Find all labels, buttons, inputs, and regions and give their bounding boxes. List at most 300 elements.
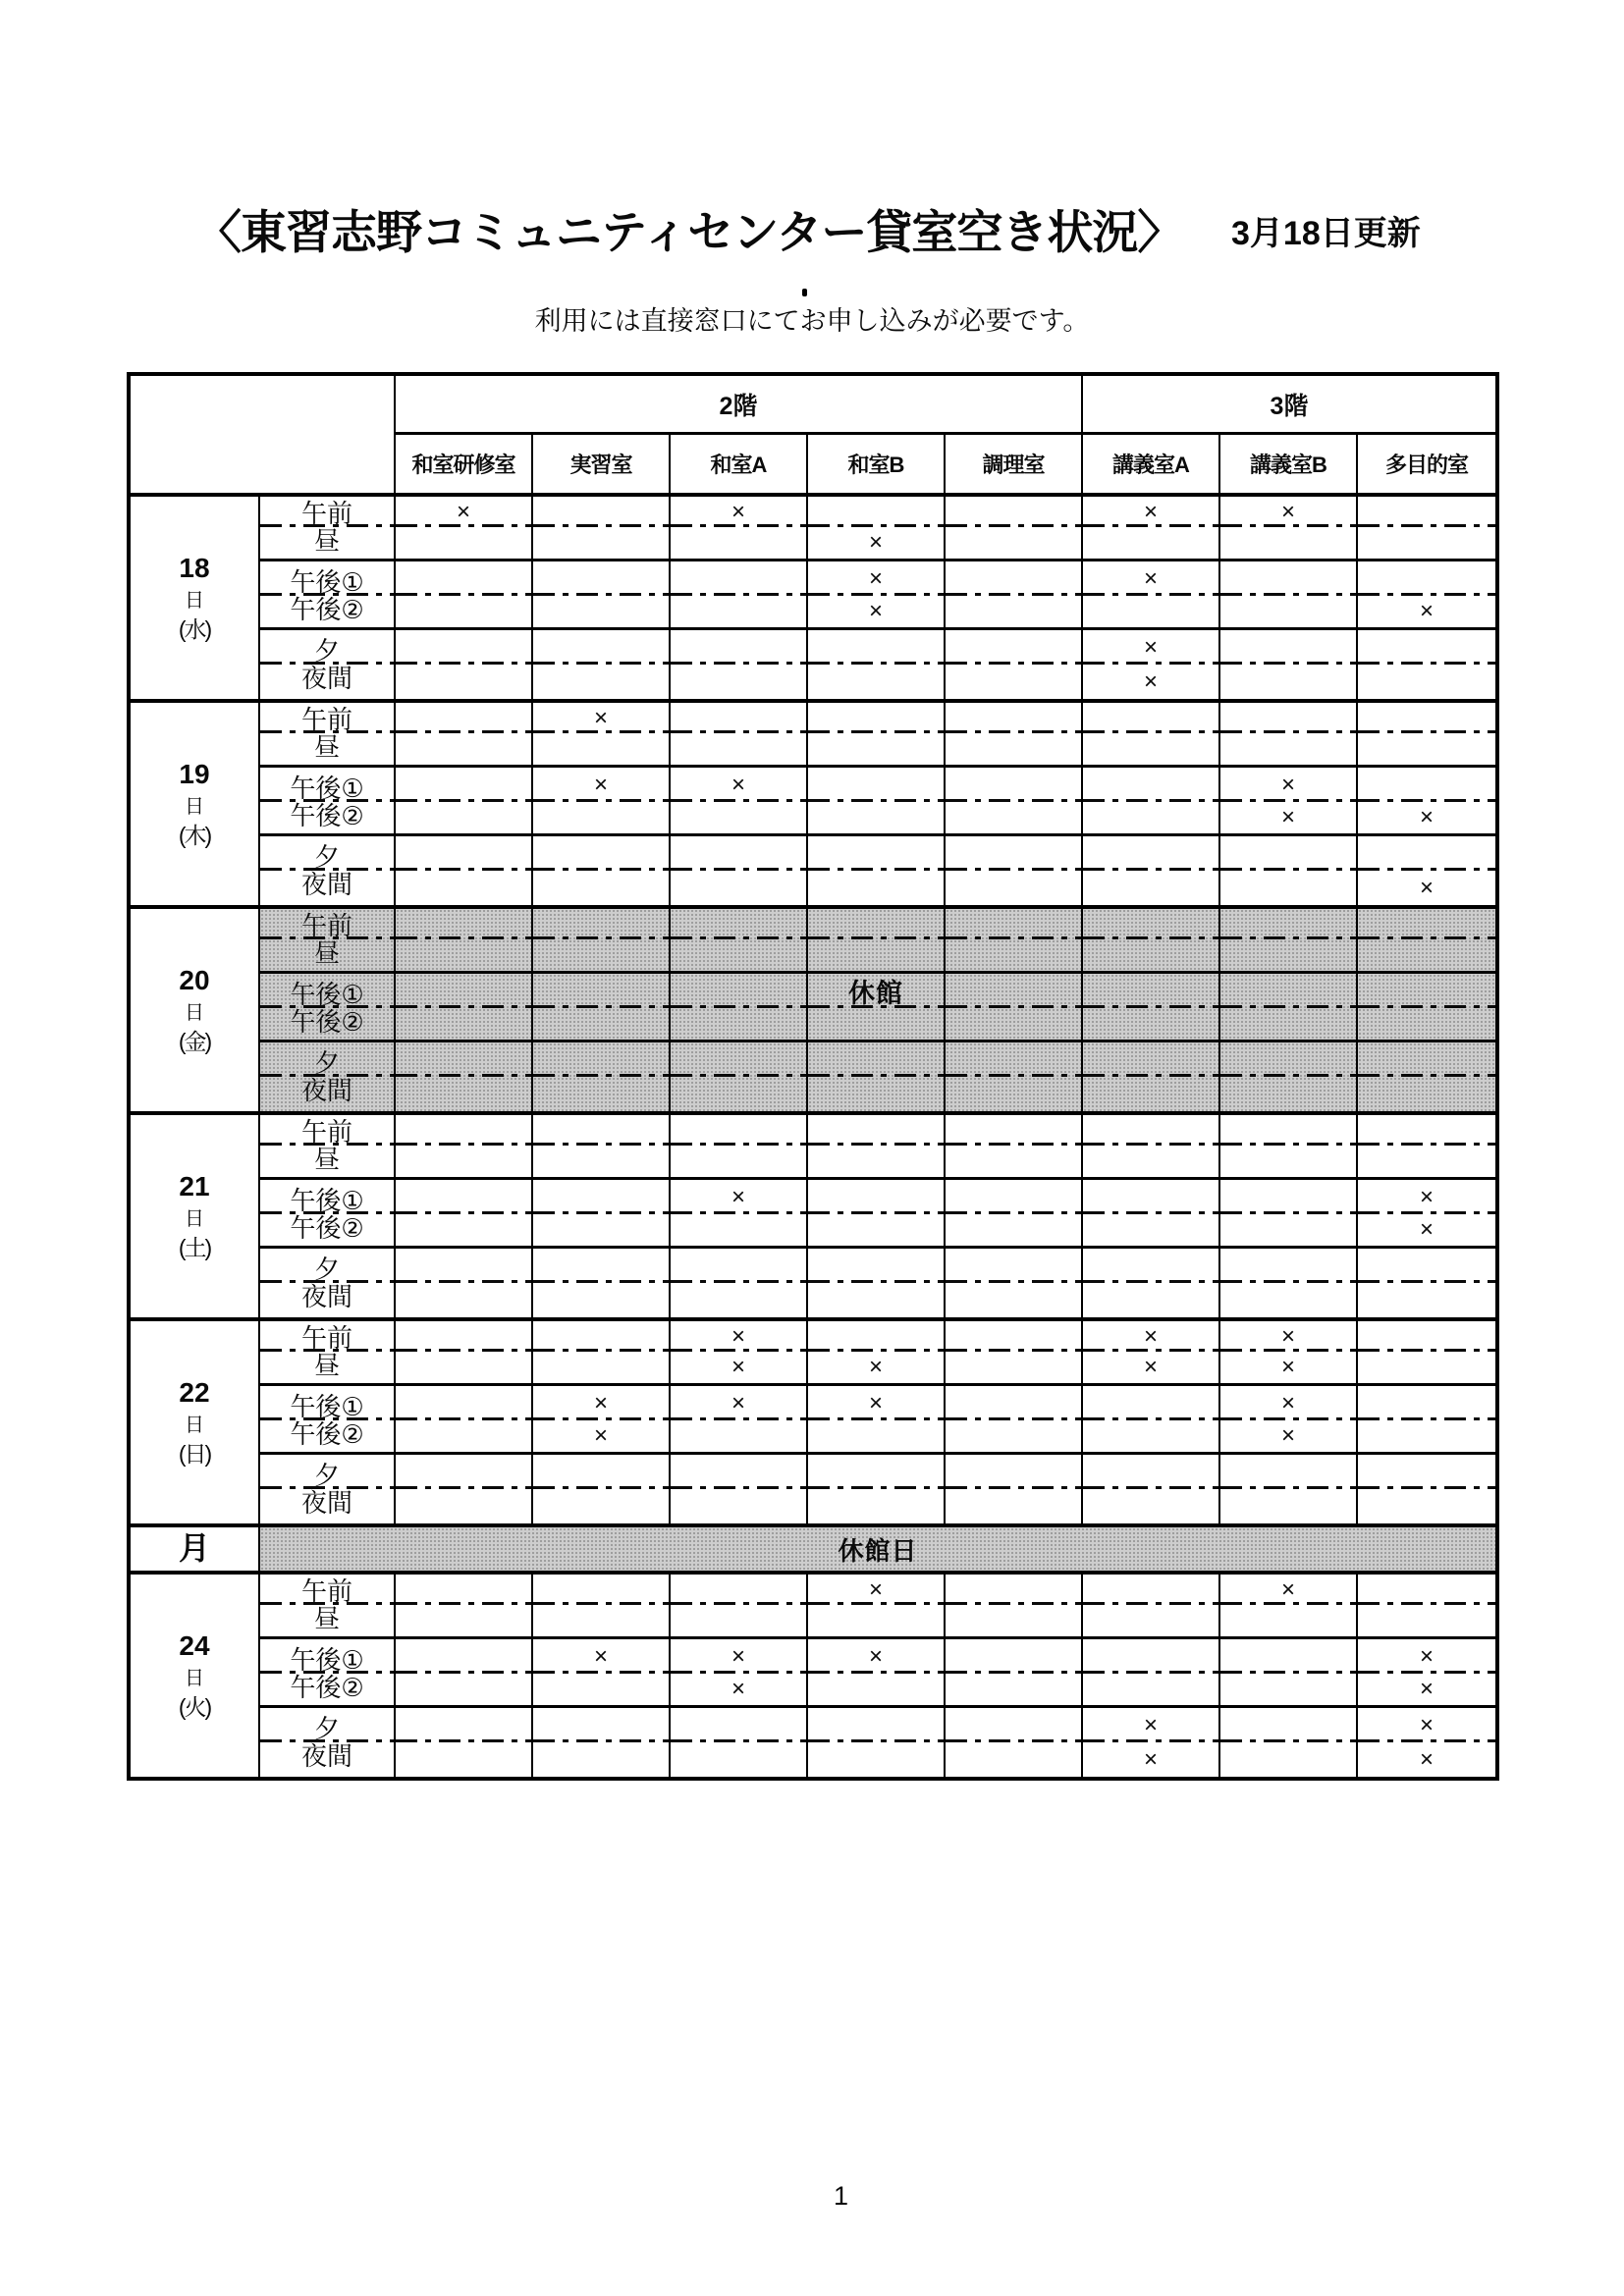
update-date: 3月18日更新 xyxy=(1231,215,1421,252)
availability-cell xyxy=(671,1146,808,1180)
closed-cell xyxy=(396,905,533,939)
availability-cell: × xyxy=(671,768,808,802)
availability-cell xyxy=(671,1489,808,1523)
availability-cell: × xyxy=(1419,1745,1434,1773)
closed-cell: 休館 xyxy=(808,974,946,1008)
closed-cell xyxy=(1358,905,1495,939)
availability-cell: × xyxy=(1220,1571,1358,1605)
availability-cell: × xyxy=(533,1639,671,1674)
availability-cell xyxy=(533,1146,671,1180)
availability-cell: × xyxy=(808,596,946,630)
availability-cell xyxy=(1083,1283,1220,1317)
date-number: 19 xyxy=(179,758,210,789)
availability-cell xyxy=(396,630,533,665)
availability-cell: × xyxy=(1358,1674,1495,1708)
time-slot-label: 午後① xyxy=(260,561,396,596)
availability-cell xyxy=(1220,1214,1358,1249)
availability-cell xyxy=(946,630,1083,665)
date-cell xyxy=(131,905,260,1111)
availability-cell xyxy=(533,1605,671,1639)
availability-cell xyxy=(946,596,1083,630)
time-slot-label: 昼 xyxy=(260,1352,396,1386)
date-number: 18 xyxy=(179,552,210,583)
availability-cell xyxy=(671,1605,808,1639)
availability-cell: × xyxy=(1419,874,1434,901)
availability-cell xyxy=(396,1283,533,1317)
closed-cell xyxy=(1358,974,1495,1008)
date-number: 21 xyxy=(179,1170,210,1201)
closed-cell xyxy=(1083,974,1220,1008)
time-slot-label: 午後① xyxy=(260,1639,396,1674)
availability-cell xyxy=(808,1674,946,1708)
availability-cell xyxy=(533,1317,671,1352)
availability-cell xyxy=(808,1455,946,1489)
time-slot-label: 夜間 xyxy=(260,1077,396,1111)
availability-cell: × xyxy=(1220,1386,1358,1420)
availability-cell xyxy=(671,630,808,665)
availability-cell xyxy=(946,1180,1083,1214)
availability-cell: × xyxy=(808,1571,946,1605)
availability-cell xyxy=(1220,733,1358,768)
availability-cell xyxy=(1358,561,1495,596)
availability-cell: × xyxy=(1358,1708,1495,1742)
availability-cell xyxy=(1083,699,1220,733)
closed-cell xyxy=(946,974,1083,1008)
availability-cell xyxy=(808,1708,946,1742)
availability-cell xyxy=(533,1249,671,1283)
closed-cell xyxy=(671,905,808,939)
date-unit: 日 xyxy=(185,590,204,613)
availability-cell xyxy=(946,1571,1083,1605)
availability-cell xyxy=(808,1146,946,1180)
availability-cell xyxy=(946,768,1083,802)
availability-cell xyxy=(671,596,808,630)
availability-cell xyxy=(396,596,533,630)
availability-cell xyxy=(1220,1489,1358,1523)
availability-cell xyxy=(946,1674,1083,1708)
closed-cell xyxy=(808,1077,946,1111)
availability-cell xyxy=(396,1386,533,1420)
availability-cell xyxy=(1220,630,1358,665)
time-slot-label: 午前 xyxy=(260,493,396,527)
room-header: 和室B xyxy=(808,435,946,493)
time-slot-label: 午前 xyxy=(260,699,396,733)
time-slot-label: 午後① xyxy=(260,974,396,1008)
date-unit: 日 xyxy=(185,1002,204,1025)
time-slot-label: 昼 xyxy=(260,1605,396,1639)
date-cell xyxy=(131,699,260,905)
availability-cell xyxy=(808,630,946,665)
availability-cell: × xyxy=(1358,1180,1495,1214)
room-header: 多目的室 xyxy=(1384,453,1468,477)
time-slot-label: 夕 xyxy=(260,1708,396,1742)
availability-cell: × xyxy=(808,1639,946,1674)
closed-cell xyxy=(808,905,946,939)
availability-cell: × xyxy=(1220,493,1358,527)
application-note: 利用には直接窓口にてお申し込みが必要です。 xyxy=(534,306,1090,336)
availability-cell xyxy=(808,1283,946,1317)
time-slot-label: 午後② xyxy=(260,596,396,630)
availability-cell xyxy=(946,1605,1083,1639)
date-cell-monday xyxy=(131,1523,260,1571)
availability-cell xyxy=(1358,1571,1495,1605)
time-slot-label: 午後② xyxy=(260,1008,396,1042)
availability-cell xyxy=(946,1420,1083,1455)
availability-cell xyxy=(533,1489,671,1523)
availability-cell: × xyxy=(808,561,946,596)
time-slot-label: 夕 xyxy=(260,1042,396,1077)
availability-cell xyxy=(1358,665,1495,699)
time-slot-label: 午後② xyxy=(260,1674,396,1708)
availability-cell xyxy=(1358,1489,1495,1523)
availability-cell xyxy=(533,1674,671,1708)
availability-cell xyxy=(1358,1386,1495,1420)
availability-cell xyxy=(946,699,1083,733)
availability-cell: × xyxy=(1358,1214,1495,1249)
availability-cell xyxy=(946,527,1083,561)
availability-cell xyxy=(671,733,808,768)
availability-cell xyxy=(671,836,808,871)
availability-cell: × xyxy=(671,1639,808,1674)
availability-cell: × xyxy=(808,1352,946,1386)
availability-cell xyxy=(396,1214,533,1249)
date-weekday: (土) xyxy=(178,1235,211,1261)
closed-cell xyxy=(1083,1008,1220,1042)
availability-cell xyxy=(396,1571,533,1605)
closed-cell xyxy=(1220,1042,1358,1077)
date-cell xyxy=(131,1111,260,1317)
availability-cell xyxy=(808,1317,946,1352)
availability-cell: × xyxy=(671,1180,808,1214)
availability-cell xyxy=(1358,1455,1495,1489)
availability-cell xyxy=(1358,1283,1495,1317)
closed-cell xyxy=(1083,905,1220,939)
availability-cell xyxy=(1083,1674,1220,1708)
availability-cell xyxy=(396,561,533,596)
availability-cell xyxy=(533,871,671,905)
availability-cell xyxy=(946,1455,1083,1489)
time-slot-label: 夜間 xyxy=(260,665,396,699)
availability-cell xyxy=(808,802,946,836)
time-slot-label: 夜間 xyxy=(260,1742,396,1777)
availability-cell: × xyxy=(1083,1352,1220,1386)
availability-cell xyxy=(1083,871,1220,905)
page-title: 〈東習志野コミュニティセンター貸室空き状況〉 xyxy=(195,206,1183,258)
availability-cell xyxy=(533,1742,671,1777)
date-weekday: (木) xyxy=(178,823,211,849)
closed-cell xyxy=(946,1008,1083,1042)
availability-cell xyxy=(533,561,671,596)
availability-cell xyxy=(808,1605,946,1639)
availability-cell xyxy=(396,1317,533,1352)
availability-cell xyxy=(396,1352,533,1386)
availability-cell xyxy=(946,1489,1083,1523)
availability-cell xyxy=(808,1111,946,1146)
availability-cell xyxy=(671,1420,808,1455)
availability-cell: × xyxy=(671,1317,808,1352)
date-weekday: (水) xyxy=(178,616,211,643)
date-cell xyxy=(131,1317,260,1523)
availability-cell xyxy=(396,1639,533,1674)
closed-cell xyxy=(396,1042,533,1077)
time-slot-label: 午後② xyxy=(260,1214,396,1249)
availability-cell xyxy=(946,1283,1083,1317)
availability-cell xyxy=(1358,493,1495,527)
availability-cell xyxy=(671,1571,808,1605)
availability-cell xyxy=(946,1214,1083,1249)
availability-cell xyxy=(808,1420,946,1455)
closed-cell xyxy=(946,1042,1083,1077)
availability-cell xyxy=(1220,1605,1358,1639)
availability-cell xyxy=(946,1111,1083,1146)
page-number: 1 xyxy=(834,2181,849,2211)
closed-cell xyxy=(533,974,671,1008)
closed-cell xyxy=(1220,974,1358,1008)
availability-cell xyxy=(1358,733,1495,768)
closed-cell xyxy=(396,939,533,974)
availability-cell: × xyxy=(1083,665,1220,699)
availability-cell xyxy=(396,1180,533,1214)
closed-cell xyxy=(808,1042,946,1077)
availability-cell: × xyxy=(533,768,671,802)
time-slot-label: 夜間 xyxy=(260,871,396,905)
date-weekday: (日) xyxy=(178,1441,211,1468)
availability-cell xyxy=(1083,1249,1220,1283)
availability-cell xyxy=(1358,1605,1495,1639)
availability-cell xyxy=(1083,1639,1220,1674)
room-header: 和室A xyxy=(671,435,808,493)
availability-cell xyxy=(1220,871,1358,905)
availability-cell xyxy=(808,1742,946,1777)
availability-cell xyxy=(533,1455,671,1489)
closed-cell xyxy=(1220,1008,1358,1042)
availability-cell: × xyxy=(671,493,808,527)
availability-cell: × xyxy=(1220,1352,1358,1386)
availability-cell xyxy=(808,493,946,527)
availability-cell xyxy=(1358,699,1495,733)
availability-cell xyxy=(946,836,1083,871)
availability-cell xyxy=(808,699,946,733)
time-slot-label: 夜間 xyxy=(260,1489,396,1523)
closed-cell xyxy=(1358,1042,1495,1077)
room-header: 実習室 xyxy=(533,435,671,493)
availability-cell xyxy=(533,1352,671,1386)
availability-cell xyxy=(671,1742,808,1777)
availability-cell: × xyxy=(1220,1420,1358,1455)
floor-header: 2階 xyxy=(396,376,1083,435)
availability-cell xyxy=(1220,561,1358,596)
availability-cell xyxy=(1220,1742,1358,1777)
availability-cell xyxy=(1358,768,1495,802)
availability-cell xyxy=(1220,1249,1358,1283)
availability-cell xyxy=(533,630,671,665)
availability-cell xyxy=(1220,836,1358,871)
monday-label: 月 xyxy=(178,1530,210,1567)
availability-cell xyxy=(396,1146,533,1180)
time-slot-label: 午前 xyxy=(260,1571,396,1605)
closed-cell xyxy=(671,1077,808,1111)
closed-cell xyxy=(396,974,533,1008)
availability-cell: × xyxy=(1083,630,1220,665)
availability-cell xyxy=(533,665,671,699)
closed-cell xyxy=(396,1077,533,1111)
availability-cell: × xyxy=(1358,596,1495,630)
time-slot-label: 昼 xyxy=(260,1146,396,1180)
availability-cell xyxy=(396,1708,533,1742)
availability-cell xyxy=(396,699,533,733)
availability-cell xyxy=(533,836,671,871)
availability-cell xyxy=(671,561,808,596)
availability-cell: × xyxy=(1083,493,1220,527)
time-slot-label: 午後② xyxy=(260,802,396,836)
date-weekday: (金) xyxy=(178,1029,211,1055)
availability-cell: × xyxy=(1083,561,1220,596)
availability-cell xyxy=(533,1571,671,1605)
availability-cell xyxy=(1220,1455,1358,1489)
closed-cell xyxy=(1083,939,1220,974)
availability-cell: × xyxy=(1358,802,1495,836)
time-slot-label: 午後① xyxy=(260,768,396,802)
time-slot-label: 午後① xyxy=(260,1386,396,1420)
availability-cell xyxy=(1358,1317,1495,1352)
availability-cell: × xyxy=(671,1386,808,1420)
availability-cell: × xyxy=(1220,1317,1358,1352)
availability-cell xyxy=(1083,1571,1220,1605)
closed-cell xyxy=(671,974,808,1008)
availability-cell xyxy=(1083,1605,1220,1639)
closed-cell xyxy=(396,1008,533,1042)
availability-cell xyxy=(946,1249,1083,1283)
availability-cell xyxy=(396,1455,533,1489)
availability-cell xyxy=(1083,596,1220,630)
availability-cell: × xyxy=(1220,802,1358,836)
closed-cell xyxy=(533,905,671,939)
availability-cell xyxy=(1358,1146,1495,1180)
availability-cell xyxy=(946,1639,1083,1674)
availability-cell xyxy=(671,1283,808,1317)
availability-cell xyxy=(1220,1708,1358,1742)
availability-cell xyxy=(1220,596,1358,630)
time-slot-label: 夕 xyxy=(260,1249,396,1283)
availability-cell xyxy=(1220,1283,1358,1317)
closed-cell xyxy=(671,939,808,974)
availability-cell xyxy=(1220,1111,1358,1146)
availability-cell: × xyxy=(671,1674,808,1708)
time-slot-label: 昼 xyxy=(260,733,396,768)
availability-cell xyxy=(1083,1214,1220,1249)
availability-cell xyxy=(533,802,671,836)
time-slot-label: 午後① xyxy=(260,1180,396,1214)
availability-cell xyxy=(808,1214,946,1249)
time-slot-label: 昼 xyxy=(260,939,396,974)
availability-cell: × xyxy=(1220,768,1358,802)
availability-cell xyxy=(533,596,671,630)
availability-cell xyxy=(808,1249,946,1283)
availability-cell xyxy=(533,493,671,527)
closed-cell xyxy=(1083,1042,1220,1077)
room-header: 講義室A xyxy=(1083,435,1220,493)
date-cell xyxy=(131,493,260,699)
closed-cell xyxy=(946,939,1083,974)
date-unit: 日 xyxy=(185,1208,204,1231)
availability-cell xyxy=(946,1386,1083,1420)
availability-cell xyxy=(1358,1249,1495,1283)
availability-table xyxy=(127,372,1499,1781)
availability-cell xyxy=(946,1146,1083,1180)
room-header: 和室研修室 xyxy=(396,435,533,493)
time-slot-label: 午前 xyxy=(260,1111,396,1146)
closed-cell xyxy=(671,1042,808,1077)
closed-day-banner: 休館日 xyxy=(260,1523,1495,1571)
availability-cell xyxy=(533,1708,671,1742)
closed-cell xyxy=(671,1008,808,1042)
availability-cell xyxy=(533,1111,671,1146)
availability-cell xyxy=(1083,733,1220,768)
availability-cell: × xyxy=(1358,1639,1495,1674)
availability-cell xyxy=(946,1317,1083,1352)
availability-cell xyxy=(1358,1352,1495,1386)
availability-cell xyxy=(396,527,533,561)
availability-cell: × xyxy=(533,1420,671,1455)
date-number: 24 xyxy=(179,1629,210,1661)
closed-cell xyxy=(533,1077,671,1111)
availability-cell xyxy=(946,665,1083,699)
availability-cell: × xyxy=(1083,1742,1220,1777)
time-slot-label: 夜間 xyxy=(260,1283,396,1317)
availability-cell xyxy=(1083,1180,1220,1214)
availability-cell xyxy=(533,733,671,768)
availability-cell xyxy=(533,527,671,561)
room-header: 講義室B xyxy=(1220,435,1358,493)
availability-cell xyxy=(671,802,808,836)
availability-cell: × xyxy=(808,1386,946,1420)
closed-cell xyxy=(808,1008,946,1042)
availability-cell xyxy=(671,665,808,699)
availability-cell xyxy=(1358,1420,1495,1455)
scan-artifact-dot xyxy=(802,289,807,296)
availability-cell xyxy=(396,836,533,871)
availability-cell xyxy=(671,1214,808,1249)
availability-cell xyxy=(396,1674,533,1708)
availability-cell xyxy=(1083,1111,1220,1146)
closed-cell xyxy=(1220,905,1358,939)
closed-cell xyxy=(1083,1077,1220,1111)
availability-cell: × xyxy=(1083,1708,1220,1742)
closed-cell xyxy=(1358,939,1495,974)
closed-cell xyxy=(533,1042,671,1077)
availability-cell xyxy=(1220,665,1358,699)
availability-cell xyxy=(808,665,946,699)
availability-cell xyxy=(1083,1455,1220,1489)
availability-cell xyxy=(1083,768,1220,802)
availability-cell xyxy=(396,1605,533,1639)
closed-cell xyxy=(1220,1077,1358,1111)
availability-cell xyxy=(1083,836,1220,871)
time-slot-label: 夕 xyxy=(260,1455,396,1489)
availability-cell xyxy=(671,871,808,905)
date-number: 22 xyxy=(179,1376,210,1408)
availability-cell xyxy=(671,1455,808,1489)
availability-cell xyxy=(396,1249,533,1283)
availability-cell xyxy=(946,561,1083,596)
availability-cell xyxy=(808,768,946,802)
availability-cell xyxy=(396,871,533,905)
date-weekday: (火) xyxy=(178,1694,211,1721)
availability-cell xyxy=(671,1708,808,1742)
availability-cell xyxy=(396,1489,533,1523)
availability-cell: × xyxy=(533,699,671,733)
time-slot-label: 午前 xyxy=(260,905,396,939)
